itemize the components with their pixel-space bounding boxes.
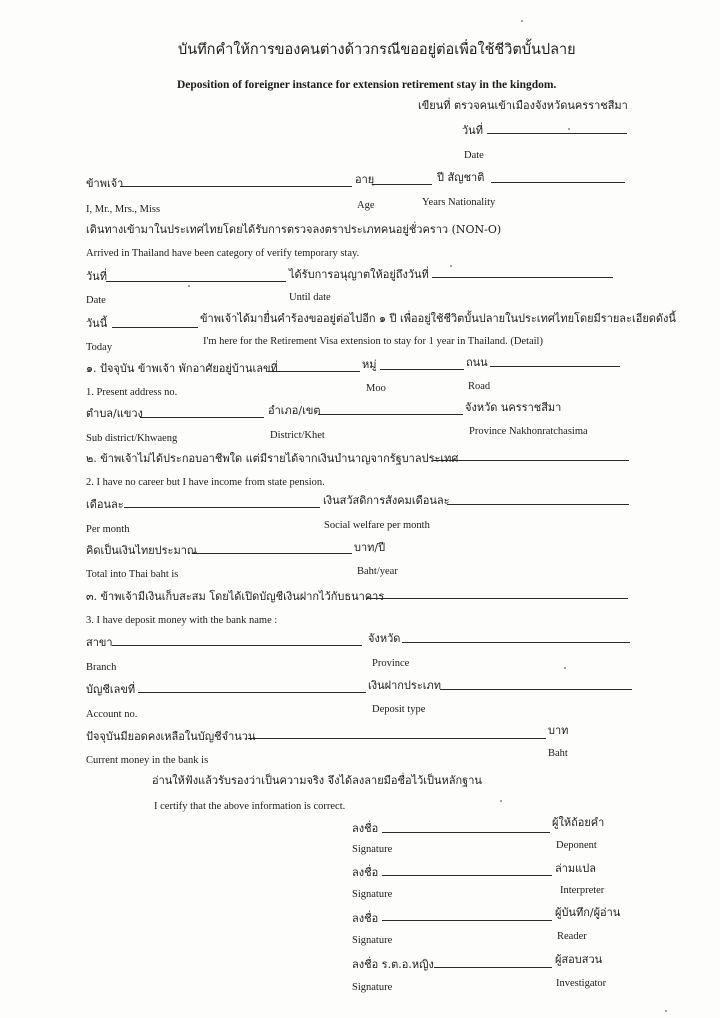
deposit-type-label-english: Deposit type (372, 704, 426, 715)
permit-date-label-thai: วันที่ (86, 270, 107, 283)
certify-text-english: I certify that the above information is correct. (154, 801, 346, 812)
signature-label-deponent-english: Signature (352, 844, 393, 855)
district-label-thai: อำเภอ/เขต (268, 404, 321, 417)
signature-label-investigator-english: Signature (352, 982, 393, 993)
pension-country-field[interactable] (433, 460, 629, 461)
permit-date-label-english: Date (86, 295, 106, 306)
subdistrict-label-english: Sub district/Khwaeng (86, 433, 178, 444)
interpreter-label-thai: ล่ามแปล (555, 862, 596, 875)
baht-per-year-label-english: Baht/year (357, 566, 398, 577)
subdistrict-field[interactable] (140, 417, 264, 418)
until-date-field[interactable] (432, 277, 613, 278)
investigator-signature-field[interactable] (434, 967, 552, 968)
district-field[interactable] (318, 414, 463, 415)
balance-label-english: Current money in the bank is (86, 755, 209, 766)
road-label-english: Road (468, 381, 491, 392)
branch-label-thai: สาขา (86, 636, 113, 649)
age-field[interactable] (372, 184, 432, 185)
account-label-english: Account no. (86, 709, 138, 720)
address-label-english: 1. Present address no. (86, 387, 178, 398)
date-label-thai: วันที่ (462, 124, 483, 137)
branch-label-english: Branch (86, 662, 117, 673)
name-field[interactable] (120, 186, 352, 187)
monthly-label-english: Per month (86, 524, 130, 535)
welfare-label-english: Social welfare per month (324, 520, 430, 531)
monthly-pension-field[interactable] (124, 507, 320, 508)
bank-province-label-thai: จังหวัด (368, 632, 401, 645)
total-label-thai: คิดเป็นเงินไทยประมาณ (86, 544, 198, 557)
moo-label-thai: หมู่ (362, 358, 377, 371)
balance-label-thai: ปัจจุบันมียอดคงเหลือในบัญชีจำนวน (86, 730, 256, 743)
bank-name-field[interactable] (366, 598, 628, 599)
years-nationality-label-thai: ปี สัญชาติ (437, 171, 485, 184)
moo-field[interactable] (380, 369, 464, 370)
scan-speck (500, 800, 502, 802)
branch-field[interactable] (112, 645, 362, 646)
arrival-text-english: Arrived in Thailand have been category of verify temporary stay. (86, 248, 360, 259)
name-label-english: I, Mr., Mrs., Miss (86, 204, 161, 215)
scan-speck (568, 128, 570, 130)
welfare-label-thai: เงินสวัสดิการสังคมเดือนละ (323, 494, 450, 507)
deposit-text-english: 3. I have deposit money with the bank name : (86, 615, 278, 626)
house-number-field[interactable] (268, 371, 360, 372)
province-label-english: Province Nakhonratchasima (469, 426, 588, 437)
moo-label-english: Moo (366, 383, 386, 394)
baht-per-year-label-thai: บาท/ปี (354, 541, 386, 554)
certify-text-thai: อ่านให้ฟังแล้วรับรองว่าเป็นความจริง จึงได้ลงลายมือชื่อไว้เป็นหลักฐาน (152, 774, 482, 787)
deponent-label-thai: ผู้ให้ถ้อยคำ (552, 816, 605, 829)
balance-field[interactable] (248, 738, 546, 739)
investigator-label-thai: ผู้สอบสวน (555, 953, 603, 966)
career-text-english: 2. I have no career but I have income from state pension. (86, 477, 325, 488)
date-field[interactable] (487, 133, 627, 134)
subdistrict-label-thai: ตำบล/แขวง (86, 407, 143, 420)
today-label-english: Today (86, 342, 113, 353)
district-label-english: District/Khet (270, 430, 325, 441)
investigator-label-english: Investigator (556, 978, 607, 989)
deposit-type-label-thai: เงินฝากประเภท (368, 679, 441, 692)
total-baht-field[interactable] (192, 553, 352, 554)
arrival-text-thai: เดินทางเข้ามาในประเทศไทยโดยได้รับการตรวจลงตราประเภทคนอยู่ชั่วคราว (NON-O) (86, 223, 502, 236)
reader-label-thai: ผู้บันทึก/ผู้อ่าน (555, 906, 621, 919)
address-label-thai: ๑. ปัจจุบัน ข้าพเจ้า พักอาศัยอยู่บ้านเลขที่ (86, 362, 278, 375)
account-label-thai: บัญชีเลขที่ (86, 683, 136, 696)
scan-speck (564, 667, 566, 669)
province-label-thai: จังหวัด นครราชสีมา (465, 401, 562, 414)
deponent-signature-field[interactable] (382, 832, 550, 833)
request-text-thai: ข้าพเจ้าได้มายื่นคำร้องขออยู่ต่อไปอีก ๑ ปี เพื่ออยู่ใช้ชีวิตบั้นปลายในประเทศไทยโดยมีรายละเอียดดังนี้ (200, 312, 676, 325)
road-field[interactable] (490, 366, 620, 367)
scan-speck (450, 265, 452, 267)
form-title-english: Deposition of foreigner instance for extension retirement stay in the kingdom. (177, 79, 557, 91)
monthly-label-thai: เดือนละ (86, 498, 124, 511)
baht-label-english: Baht (548, 748, 568, 759)
signature-label-investigator-thai: ลงชื่อ ร.ต.อ.หญิง (352, 958, 434, 971)
deposit-type-field[interactable] (440, 689, 632, 690)
request-text-english: I'm here for the Retirement Visa extension to stay for 1 year in Thailand. (Detail) (203, 336, 543, 347)
welfare-field[interactable] (447, 504, 629, 505)
date-label-english: Date (464, 150, 484, 161)
account-number-field[interactable] (138, 692, 366, 693)
total-label-english: Total into Thai baht is (86, 569, 179, 580)
signature-label-reader-english: Signature (352, 935, 393, 946)
scan-speck (665, 1010, 667, 1012)
road-label-thai: ถนน (466, 356, 488, 369)
deponent-label-english: Deponent (556, 840, 597, 851)
career-text-thai: ๒. ข้าพเจ้าไม่ได้ประกอบอาชีพใด แต่มีรายได้จากเงินบำนาญจากรัฐบาลประเทศ (86, 452, 459, 465)
today-label-thai: วันนี้ (86, 317, 108, 330)
baht-label-thai: บาท (548, 724, 569, 737)
age-label-thai: อายุ (355, 173, 375, 186)
signature-label-reader-thai: ลงชื่อ (352, 912, 379, 925)
until-date-label-english: Until date (289, 292, 331, 303)
signature-label-interpreter-english: Signature (352, 889, 393, 900)
bank-province-field[interactable] (402, 642, 630, 643)
scan-speck (188, 285, 190, 287)
signature-label-deponent-thai: ลงชื่อ (352, 822, 379, 835)
until-date-label-thai: ได้รับการอนุญาตให้อยู่ถึงวันที่ (289, 268, 429, 281)
form-title-thai: บันทึกคำให้การของคนต่างด้าวกรณีขออยู่ต่อเพื่อใช้ชีวิตบั้นปลาย (178, 42, 576, 58)
reader-signature-field[interactable] (382, 920, 552, 921)
age-label-english: Age (357, 200, 375, 211)
permit-date-field[interactable] (106, 281, 286, 282)
interpreter-signature-field[interactable] (382, 875, 552, 876)
written-at-label: เขียนที่ ตรวจคนเข้าเมืองจังหวัดนครราชสีมา (418, 99, 628, 112)
deposit-text-thai: ๓. ข้าพเจ้ามีเงินเก็บสะสม โดยได้เปิดบัญชีเงินฝากไว้กับธนาคาร (86, 590, 385, 603)
years-nationality-label-english: Years Nationality (422, 197, 496, 208)
name-label-thai: ข้าพเจ้า (86, 177, 124, 190)
today-field[interactable] (112, 327, 198, 328)
signature-label-interpreter-thai: ลงชื่อ (352, 866, 379, 879)
reader-label-english: Reader (557, 931, 587, 942)
bank-province-label-english: Province (372, 658, 410, 669)
nationality-field[interactable] (491, 182, 625, 183)
interpreter-label-english: Interpreter (560, 885, 605, 896)
scan-speck (521, 20, 523, 22)
